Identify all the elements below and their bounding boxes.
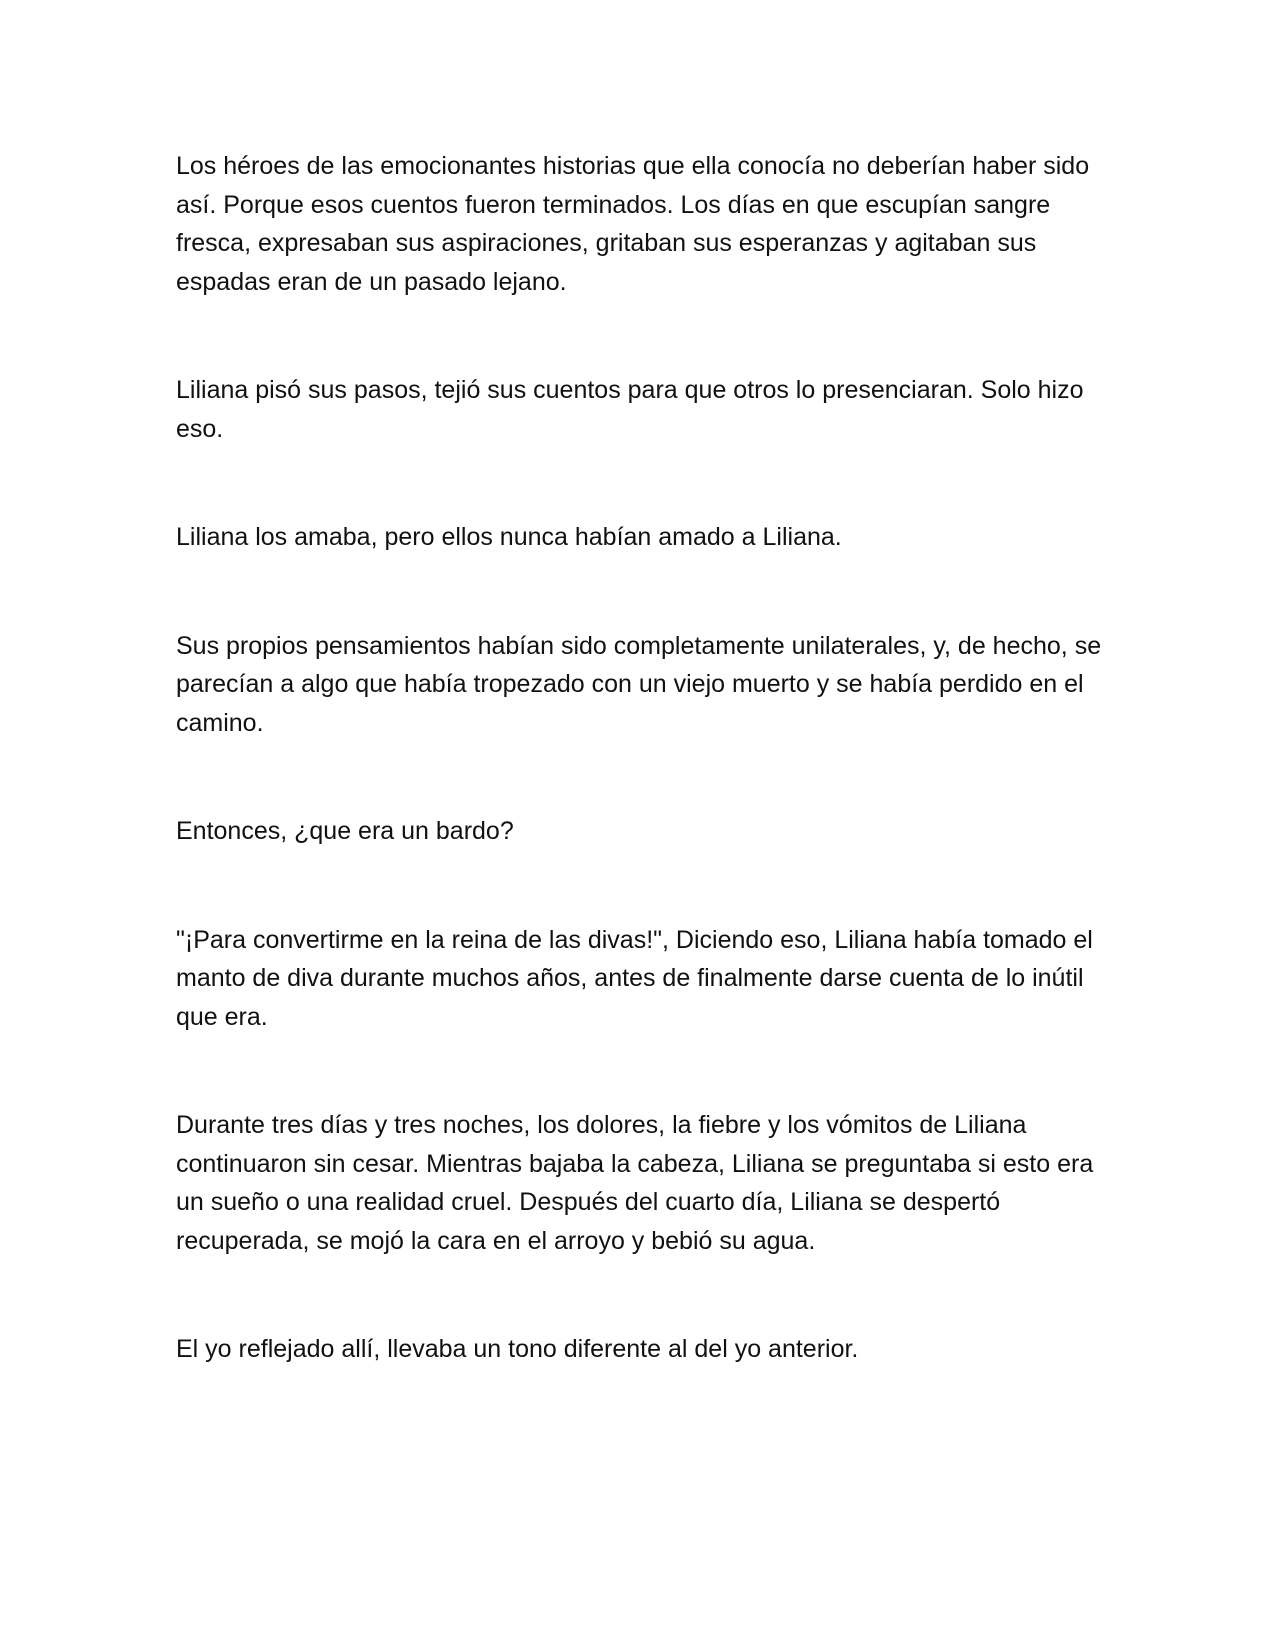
paragraph-3: Liliana los amaba, pero ellos nunca habían amado a Liliana.	[176, 523, 842, 551]
paragraph-5: Entonces, ¿que era un bardo?	[176, 817, 514, 845]
paragraph-7: Durante tres días y tres noches, los dolores, la fiebre y los vómitos de Liliana continuaron sin cesar. Mientras bajaba la cabeza, Liliana se preguntaba si esto era un sueño o una realidad cruel. Después del cuarto día, Liliana se despertó recuperada, se mojó la cara en el arroyo y bebió su agua.	[176, 1111, 1094, 1255]
paragraph-1: Los héroes de las emocionantes historias que ella conocía no deberían haber sido así. Porque esos cuentos fueron terminados. Los días en que escupían sangre fresca, expresaban sus aspiraciones, gritaban sus esperanzas y agitaban sus espadas eran de un pasado lejano.	[176, 152, 1090, 296]
paragraph-4: Sus propios pensamientos habían sido completamente unilaterales, y, de hecho, se parecían a algo que había tropezado con un viejo muerto y se había perdido en el camino.	[176, 631, 1102, 737]
paragraph-2: Liliana pisó sus pasos, tejió sus cuentos para que otros lo presenciaran. Solo hizo eso.	[176, 376, 1084, 443]
document-body	[176, 147, 1106, 1369]
paragraph-6: "¡Para convertirme en la reina de las divas!", Diciendo eso, Liliana había tomado el manto de diva durante muchos años, antes de finalmente darse cuenta de lo inútil que era.	[176, 925, 1093, 1031]
paragraph-8: El yo reflejado allí, llevaba un tono diferente al del yo anterior.	[176, 1335, 859, 1363]
